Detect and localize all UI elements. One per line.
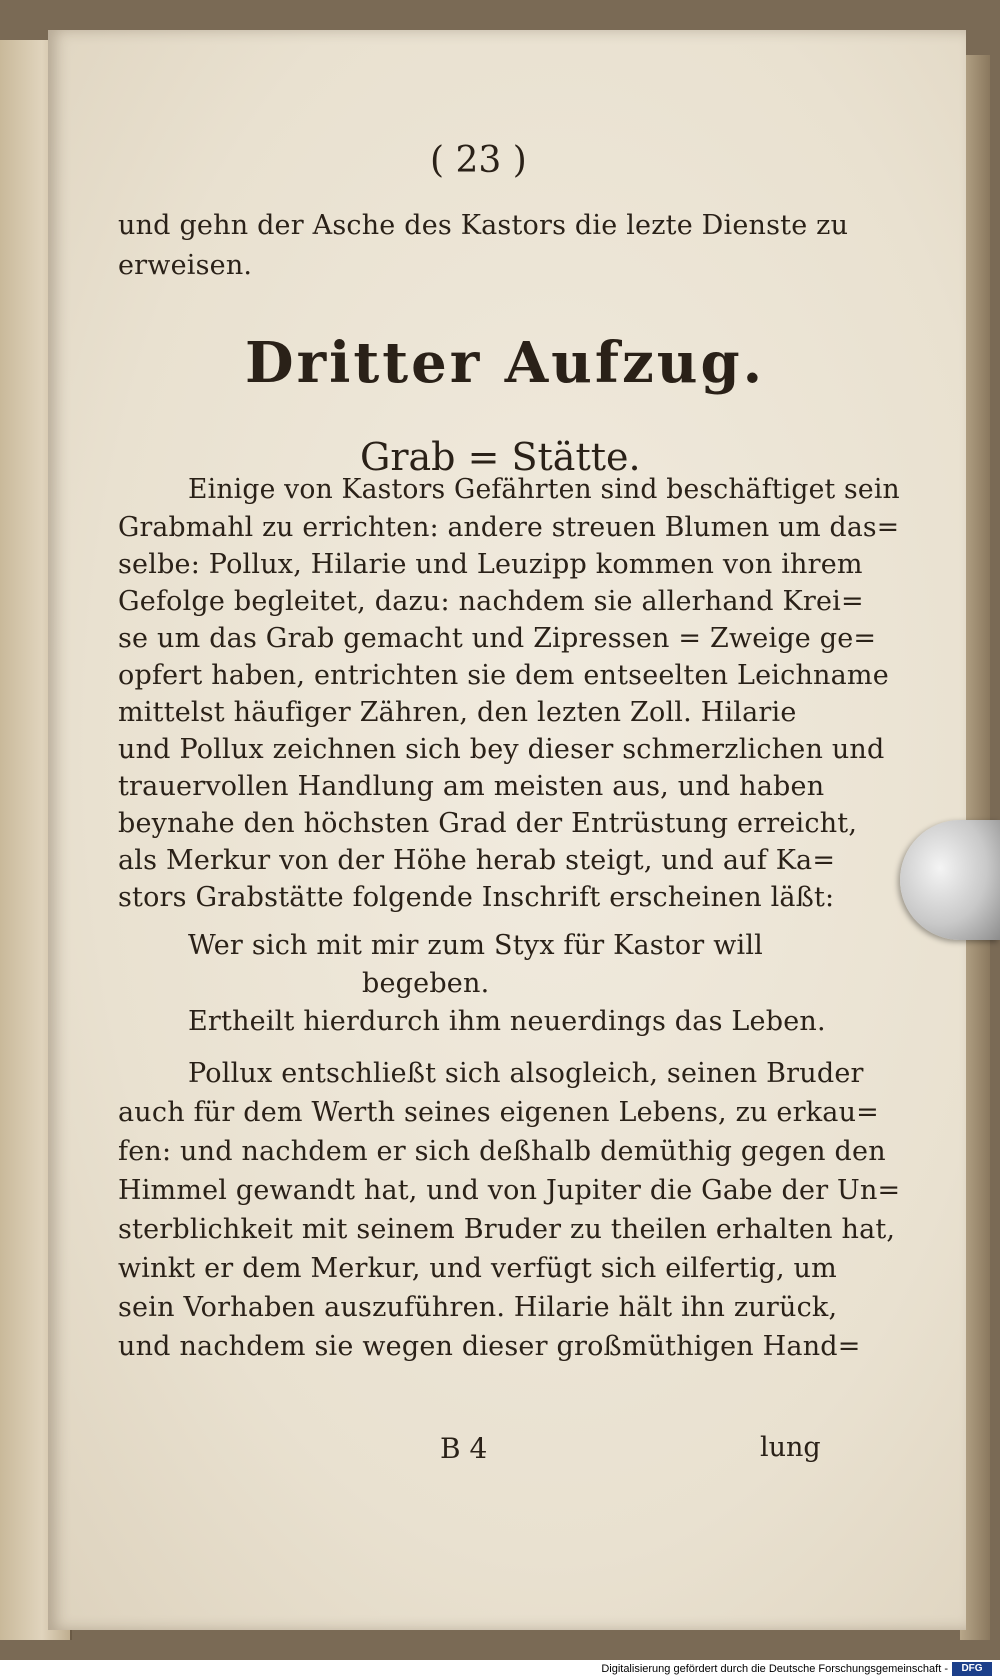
continuation-line: und gehn der Asche des Kastors die lezte Dienste zu (118, 210, 849, 241)
paragraph-line: und Pollux zeichnen sich bey dieser schmerzlichen und (118, 734, 885, 765)
footer-credit: Digitalisierung gefördert durch die Deutsche Forschungsgemeinschaft - (601, 1663, 948, 1675)
paragraph-line: Grabmahl zu errichten: andere streuen Blumen um das= (118, 512, 900, 543)
paragraph-line: stors Grabstätte folgende Inschrift erscheinen läßt: (118, 882, 835, 913)
catchword: lung (760, 1432, 821, 1463)
paragraph-line: Gefolge begleitet, dazu: nachdem sie allerhand Krei= (118, 586, 864, 617)
inscription-line: Wer sich mit mir zum Styx für Kastor will (188, 930, 764, 961)
paragraph-line: Himmel gewandt hat, und von Jupiter die Gabe der Un= (118, 1175, 901, 1206)
paragraph-line: beynahe den höchsten Grad der Entrüstung erreicht, (118, 808, 858, 839)
continuation-line: erweisen. (118, 250, 253, 281)
paragraph-line: auch für dem Werth seines eigenen Lebens, zu erkau= (118, 1097, 879, 1128)
scene-heading: Grab = Stätte. (360, 435, 641, 479)
paragraph-line: als Merkur von der Höhe herab steigt, und auf Ka= (118, 845, 836, 876)
paragraph-line: Einige von Kastors Gefährten sind beschäftiget sein (188, 474, 900, 505)
paragraph-line: sein Vorhaben auszuführen. Hilarie hält ihn zurück, (118, 1292, 838, 1323)
paragraph-line: opfert haben, entrichten sie dem entseelten Leichname (118, 660, 889, 691)
page-number: ( 23 ) (430, 140, 527, 181)
paragraph-line: sterblichkeit mit seinem Bruder zu theilen erhalten hat, (118, 1214, 896, 1245)
paragraph-line: winkt er dem Merkur, und verfügt sich eilfertig, um (118, 1253, 837, 1284)
inscription-line: begeben. (362, 968, 490, 999)
paragraph-line: Pollux entschließt sich alsogleich, seinen Bruder (188, 1058, 864, 1089)
inscription-line: Ertheilt hierdurch ihm neuerdings das Leben. (188, 1006, 826, 1037)
paragraph-line: trauervollen Handlung am meisten aus, und haben (118, 771, 825, 802)
paragraph-line: mittelst häufiger Zähren, den lezten Zoll. Hilarie (118, 697, 797, 728)
paragraph-line: se um das Grab gemacht und Zipressen = Zweige ge= (118, 623, 877, 654)
paragraph-line: fen: und nachdem er sich deßhalb demüthig gegen den (118, 1136, 886, 1167)
dfg-logo: DFG (952, 1662, 992, 1676)
paragraph-line: selbe: Pollux, Hilarie und Leuzipp kommen von ihrem (118, 549, 863, 580)
paragraph-line: und nachdem sie wegen dieser großmüthigen Hand= (118, 1331, 861, 1362)
signature-mark: B 4 (440, 1432, 488, 1465)
act-heading: Dritter Aufzug. (245, 330, 766, 396)
